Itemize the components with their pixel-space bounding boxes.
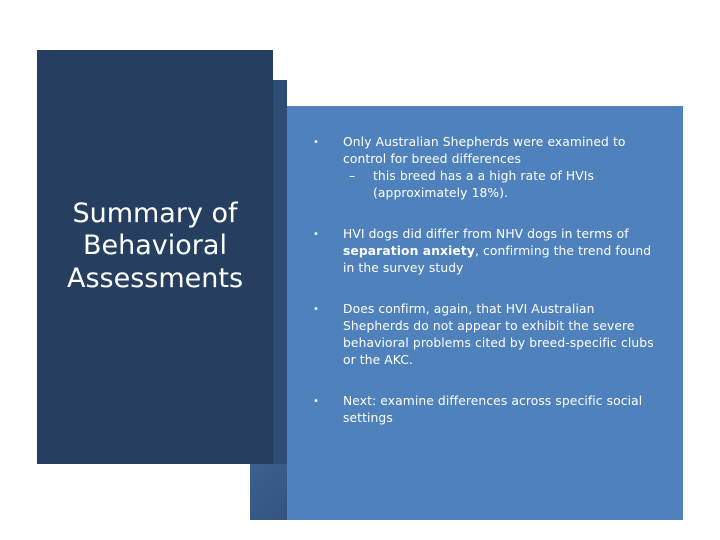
bullet-text-after: , confirming the trend found in the survey study xyxy=(343,244,652,275)
bullet-text: Only Australian Shepherds were examined to control for breed differences xyxy=(343,135,626,166)
sub-bullet-text: this breed has a a high rate of HVIs (approximately 18%). xyxy=(373,169,594,200)
slide-title xyxy=(37,198,273,295)
bullet-item-4 xyxy=(305,393,655,427)
bullet-text-before: HVI dogs did differ from NHV dogs in terms of xyxy=(343,227,629,241)
bullet-marker: • xyxy=(313,304,319,315)
bullet-marker: • xyxy=(313,229,319,240)
bullet-list xyxy=(305,134,655,427)
title-panel-shadow xyxy=(273,80,287,520)
bullet-marker: • xyxy=(313,396,319,407)
bullet-text: Next: examine differences across specific social settings xyxy=(343,394,643,425)
slide-title-line-2: Behavioral xyxy=(83,230,227,262)
sub-bullet-marker: – xyxy=(349,169,356,183)
bullet-item-1 xyxy=(305,134,655,202)
title-panel-shadow-corner xyxy=(250,464,287,520)
sub-bullet-item xyxy=(343,168,655,202)
bullet-item-2 xyxy=(305,226,655,277)
slide-title-line-3: Assessments xyxy=(66,262,244,294)
bullet-item-3 xyxy=(305,301,655,369)
slide-title-line-1: Summary of xyxy=(72,198,238,229)
bullet-marker: • xyxy=(313,137,319,148)
bullet-text-bold: separation anxiety xyxy=(343,244,475,258)
bullet-text: Does confirm, again, that HVI Australian Shepherds do not appear to exhibit the severe behavioral problems cited by breed-specific clubs or the AKC. xyxy=(343,302,654,367)
